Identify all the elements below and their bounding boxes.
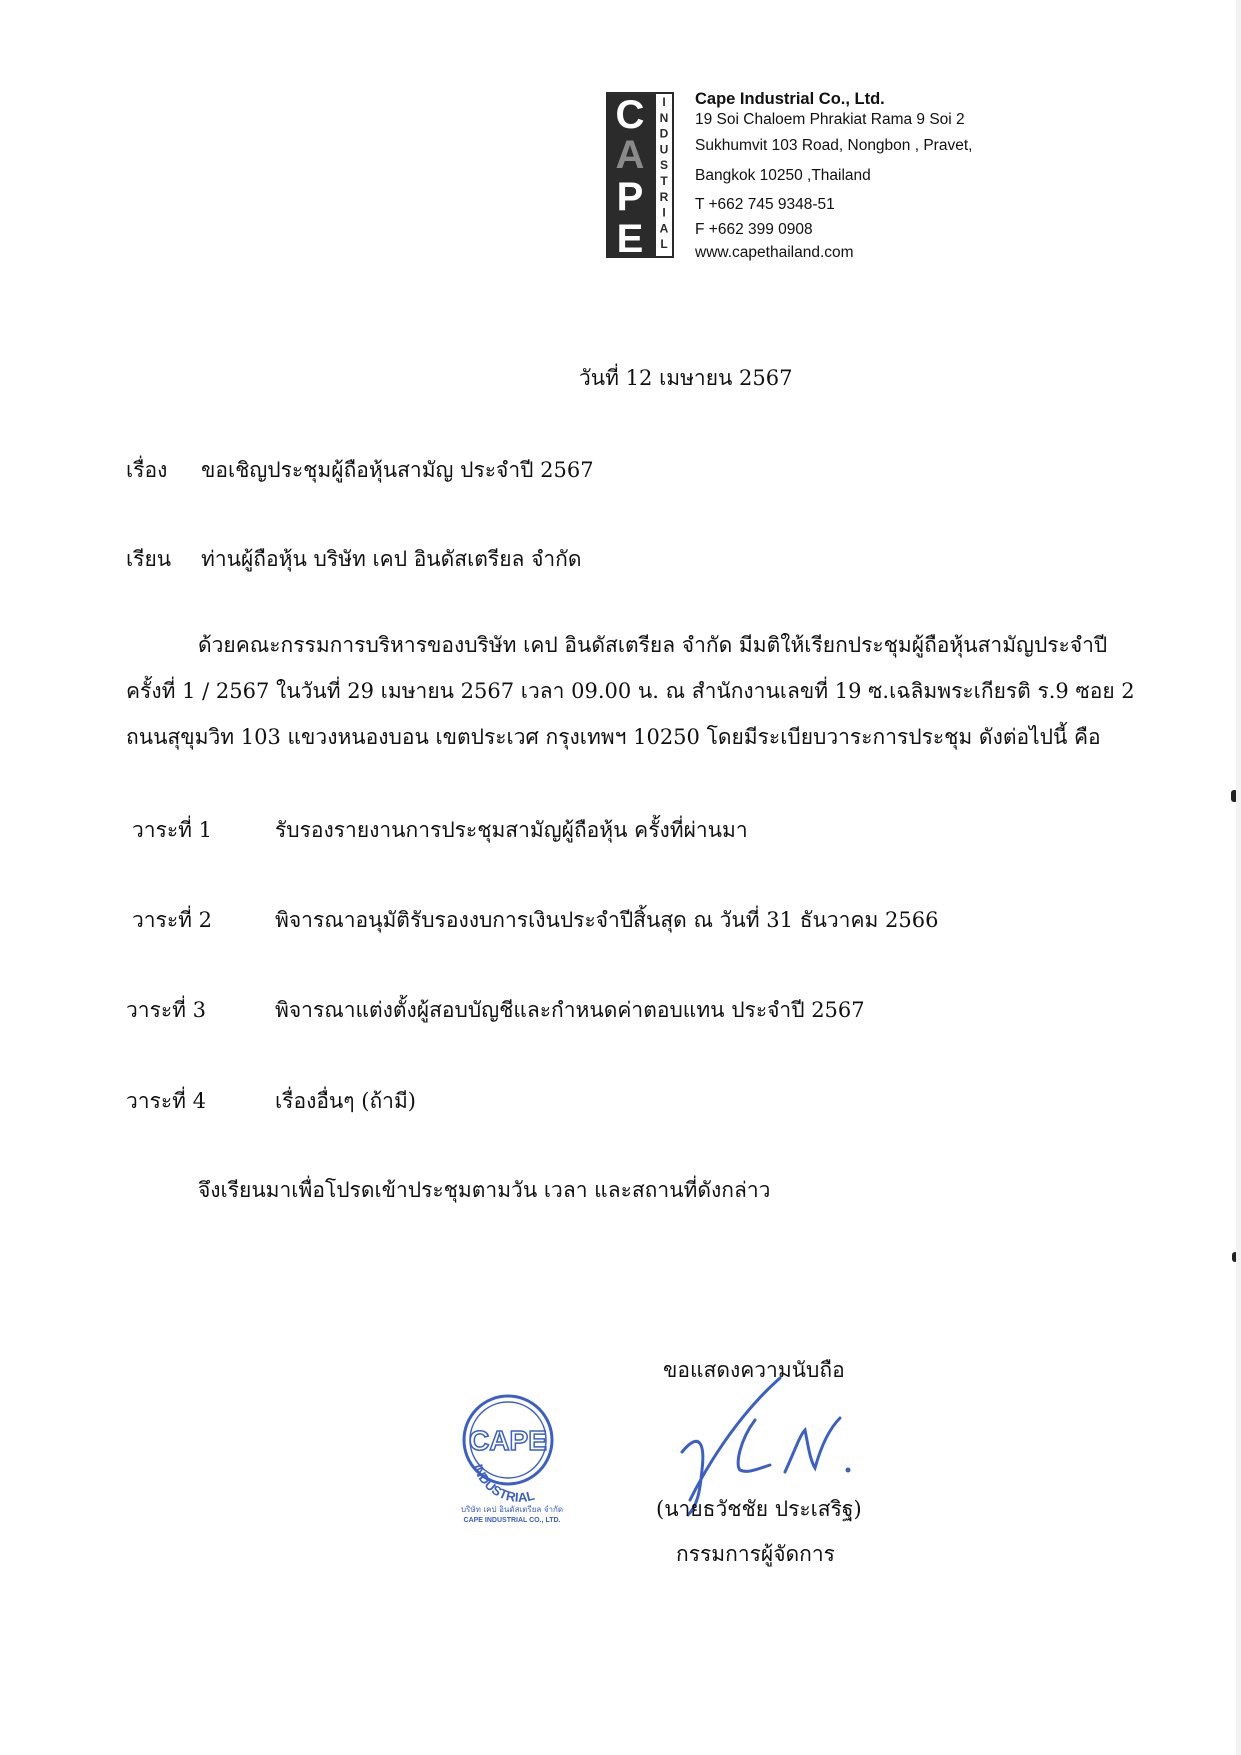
- svg-text:CAPE: CAPE: [469, 1425, 547, 1456]
- to-label: เรียน: [126, 547, 172, 571]
- logo-side-letters: [660, 95, 669, 251]
- agenda-number: วาระที่ 2: [132, 908, 213, 932]
- closing-text: จึงเรียนมาเพื่อโปรดเข้าประชุมตามวัน เวลา และสถานที่ดังกล่าว: [198, 1178, 771, 1202]
- logo-side-letter: S: [659, 158, 669, 173]
- address-line-1: 19 Soi Chaloem Phrakiat Rama 9 Soi 2: [695, 111, 965, 128]
- cape-logo: [606, 92, 674, 258]
- website: www.capethailand.com: [695, 244, 854, 261]
- scan-edge-shadow: [1236, 0, 1241, 1755]
- logo-side-letter: L: [660, 237, 668, 252]
- company-seal-stamp: [436, 1388, 588, 1528]
- subject-text: ขอเชิญประชุมผู้ถือหุ้นสามัญ ประจำปี 2567: [201, 458, 594, 482]
- agenda-number: วาระที่ 1: [132, 818, 213, 842]
- body-line-1: ด้วยคณะกรรมการบริหารของบริษัท เคป อินดัสเตรียล จำกัด มีมติให้เรียกประชุมผู้ถือหุ้นสามัญประจำปี: [198, 633, 1108, 657]
- svg-text:P: P: [616, 175, 644, 219]
- svg-text:A: A: [615, 133, 645, 177]
- logo-side-letter: A: [659, 221, 669, 236]
- subject-label: เรื่อง: [126, 458, 168, 482]
- logo-side-letter: U: [659, 142, 669, 157]
- agenda-text: รับรองรายงานการประชุมสามัญผู้ถือหุ้น ครั้งที่ผ่านมา: [275, 818, 748, 842]
- company-name: Cape Industrial Co., Ltd.: [695, 90, 885, 108]
- to-text: ท่านผู้ถือหุ้น บริษัท เคป อินดัสเตรียล จำกัด: [201, 547, 582, 571]
- logo-side-letter: R: [659, 189, 669, 204]
- svg-text:E: E: [616, 217, 644, 258]
- body-line-3: ถนนสุขุมวิท 103 แขวงหนองบอน เขตประเวศ กรุงเทพฯ 10250 โดยมีระเบียบวาระการประชุม ดังต่อไปนี้ คือ: [126, 725, 1101, 749]
- agenda-number: วาระที่ 3: [126, 998, 207, 1022]
- address-line-3: Bangkok 10250 ,Thailand: [695, 167, 871, 184]
- svg-text:CAPE INDUSTRIAL CO., LTD.: CAPE INDUSTRIAL CO., LTD.: [463, 1517, 561, 1524]
- agenda-number: วาระที่ 4: [126, 1089, 207, 1113]
- phone-number: T +662 745 9348-51: [695, 196, 835, 213]
- agenda-text: เรื่องอื่นๆ (ถ้ามี): [275, 1089, 416, 1113]
- svg-text:INDUSTRIAL: INDUSTRIAL: [470, 1462, 537, 1505]
- letter-date: วันที่ 12 เมษายน 2567: [579, 366, 793, 390]
- agenda-text: พิจารณาอนุมัติรับรองงบการเงินประจำปีสิ้นสุด ณ วันที่ 31 ธันวาคม 2566: [275, 908, 939, 932]
- logo-side-letter: T: [660, 174, 668, 188]
- logo-side-letter: I: [662, 95, 666, 109]
- body-paragraph: [126, 622, 1135, 760]
- svg-text:บริษัท เคป อินดัสเตรียล จำกัด: บริษัท เคป อินดัสเตรียล จำกัด: [460, 1505, 564, 1514]
- signer-name: (นายธวัชชัย ประเสริฐ): [656, 1497, 862, 1521]
- logo-main-letters: C: [615, 93, 645, 137]
- fax-number: F +662 399 0908: [695, 221, 813, 238]
- logo-side-letter: D: [659, 126, 669, 141]
- signer-title: กรรมการผู้จัดการ: [676, 1542, 835, 1566]
- address-line-2: Sukhumvit 103 Road, Nongbon , Pravet,: [695, 137, 973, 154]
- body-line-2: ครั้งที่ 1 / 2567 ในวันที่ 29 เมษายน 2567 เวลา 09.00 น. ณ สำนักงานเลขที่ 19 ซ.เฉลิมพระเกียรติ ร.9 ซอย 2: [126, 679, 1135, 703]
- regards-text: ขอแสดงความนับถือ: [663, 1358, 845, 1382]
- logo-side-letter: I: [662, 205, 666, 220]
- logo-side-letter: N: [659, 110, 669, 125]
- agenda-text: พิจารณาแต่งตั้งผู้สอบบัญชีและกำหนดค่าตอบแทน ประจำปี 2567: [275, 998, 865, 1022]
